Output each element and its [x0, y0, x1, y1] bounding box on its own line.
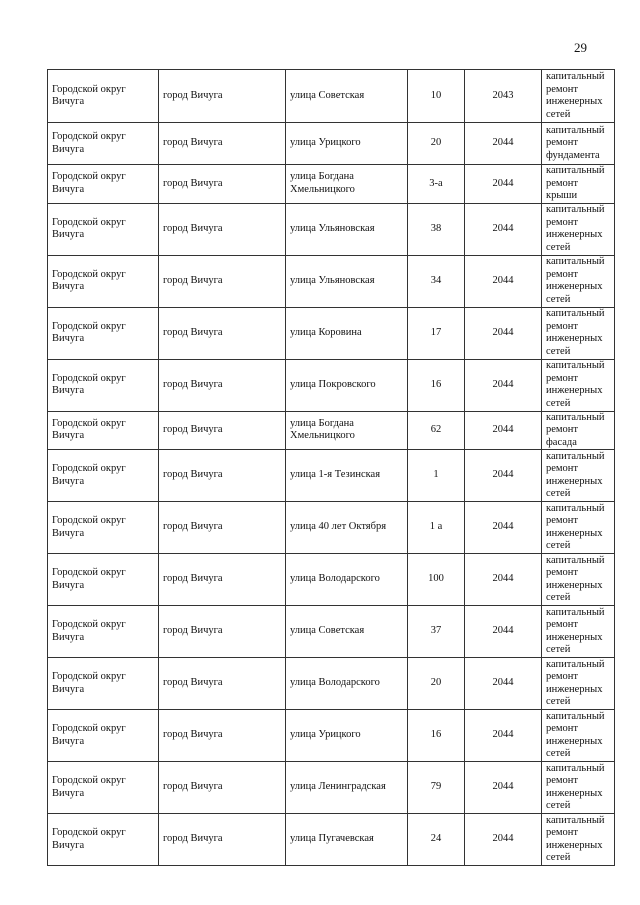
table-row	[48, 710, 615, 762]
table-row	[48, 658, 615, 710]
cell-city: город Вичуга	[159, 359, 286, 411]
cell-house-number: 38	[408, 203, 465, 255]
cell-year: 2044	[465, 307, 542, 359]
table-row	[48, 450, 615, 502]
cell-district: Городской округ Вичуга	[48, 814, 159, 866]
cell-house-number: 1	[408, 450, 465, 502]
cell-work-type: капитальный ремонт инженерных сетей	[542, 203, 615, 255]
cell-house-number: 16	[408, 359, 465, 411]
cell-work-type: капитальный ремонт инженерных сетей	[542, 359, 615, 411]
cell-year: 2044	[465, 502, 542, 554]
cell-street: улица Советская	[286, 606, 408, 658]
cell-year: 2044	[465, 411, 542, 450]
cell-house-number: 34	[408, 255, 465, 307]
cell-street: улица Ленинградская	[286, 762, 408, 814]
cell-year: 2044	[465, 710, 542, 762]
cell-district: Городской округ Вичуга	[48, 411, 159, 450]
cell-district: Городской округ Вичуга	[48, 554, 159, 606]
cell-city: город Вичуга	[159, 814, 286, 866]
table-row	[48, 411, 615, 450]
repair-schedule-table	[47, 69, 615, 866]
cell-city: город Вичуга	[159, 450, 286, 502]
cell-house-number: 20	[408, 658, 465, 710]
cell-district: Городской округ Вичуга	[48, 123, 159, 165]
cell-city: город Вичуга	[159, 307, 286, 359]
cell-street: улица 40 лет Октября	[286, 502, 408, 554]
cell-year: 2044	[465, 255, 542, 307]
cell-street: улица Ульяновская	[286, 255, 408, 307]
table-row	[48, 165, 615, 204]
cell-work-type: капитальный ремонт инженерных сетей	[542, 658, 615, 710]
cell-work-type: капитальный ремонт фундамента	[542, 123, 615, 165]
cell-city: город Вичуга	[159, 411, 286, 450]
cell-street: улица Покровского	[286, 359, 408, 411]
cell-city: город Вичуга	[159, 70, 286, 123]
cell-year: 2044	[465, 450, 542, 502]
cell-district: Городской округ Вичуга	[48, 710, 159, 762]
cell-district: Городской округ Вичуга	[48, 658, 159, 710]
cell-city: город Вичуга	[159, 658, 286, 710]
cell-year: 2044	[465, 165, 542, 204]
table-row	[48, 255, 615, 307]
cell-work-type: капитальный ремонт инженерных сетей	[542, 762, 615, 814]
cell-district: Городской округ Вичуга	[48, 762, 159, 814]
cell-district: Городской округ Вичуга	[48, 307, 159, 359]
cell-street: улица Пугачевская	[286, 814, 408, 866]
cell-house-number: 3-а	[408, 165, 465, 204]
cell-year: 2044	[465, 359, 542, 411]
cell-year: 2044	[465, 762, 542, 814]
cell-street: улица Урицкого	[286, 710, 408, 762]
table-row	[48, 307, 615, 359]
cell-district: Городской округ Вичуга	[48, 606, 159, 658]
cell-street: улица Урицкого	[286, 123, 408, 165]
cell-street: улица Советская	[286, 70, 408, 123]
cell-house-number: 10	[408, 70, 465, 123]
cell-city: город Вичуга	[159, 165, 286, 204]
cell-city: город Вичуга	[159, 606, 286, 658]
cell-work-type: капитальный ремонт инженерных сетей	[542, 70, 615, 123]
cell-house-number: 79	[408, 762, 465, 814]
cell-city: город Вичуга	[159, 123, 286, 165]
table-row	[48, 554, 615, 606]
cell-street: улица Богдана Хмельницкого	[286, 165, 408, 204]
cell-district: Городской округ Вичуга	[48, 70, 159, 123]
cell-house-number: 24	[408, 814, 465, 866]
cell-street: улица Коровина	[286, 307, 408, 359]
cell-work-type: капитальный ремонт инженерных сетей	[542, 307, 615, 359]
cell-street: улица 1-я Тезинская	[286, 450, 408, 502]
cell-city: город Вичуга	[159, 710, 286, 762]
table-row	[48, 203, 615, 255]
cell-work-type: капитальный ремонт инженерных сетей	[542, 502, 615, 554]
cell-street: улица Богдана Хмельницкого	[286, 411, 408, 450]
cell-district: Городской округ Вичуга	[48, 502, 159, 554]
table-row	[48, 70, 615, 123]
cell-city: город Вичуга	[159, 203, 286, 255]
cell-work-type: капитальный ремонт фасада	[542, 411, 615, 450]
page-number: 29	[574, 40, 587, 55]
cell-year: 2044	[465, 658, 542, 710]
cell-house-number: 62	[408, 411, 465, 450]
cell-district: Городской округ Вичуга	[48, 255, 159, 307]
cell-work-type: капитальный ремонт инженерных сетей	[542, 814, 615, 866]
cell-district: Городской округ Вичуга	[48, 203, 159, 255]
cell-year: 2044	[465, 554, 542, 606]
cell-work-type: капитальный ремонт инженерных сетей	[542, 606, 615, 658]
table-row	[48, 814, 615, 866]
cell-house-number: 100	[408, 554, 465, 606]
table-row	[48, 359, 615, 411]
cell-city: город Вичуга	[159, 502, 286, 554]
table-row	[48, 123, 615, 165]
cell-year: 2044	[465, 606, 542, 658]
cell-street: улица Володарского	[286, 658, 408, 710]
cell-district: Городской округ Вичуга	[48, 165, 159, 204]
cell-house-number: 20	[408, 123, 465, 165]
cell-house-number: 37	[408, 606, 465, 658]
cell-district: Городской округ Вичуга	[48, 359, 159, 411]
cell-year: 2044	[465, 203, 542, 255]
cell-year: 2044	[465, 814, 542, 866]
cell-work-type: капитальный ремонт крыши	[542, 165, 615, 204]
cell-city: город Вичуга	[159, 554, 286, 606]
cell-work-type: капитальный ремонт инженерных сетей	[542, 450, 615, 502]
cell-house-number: 16	[408, 710, 465, 762]
cell-city: город Вичуга	[159, 762, 286, 814]
table-row	[48, 762, 615, 814]
table-row	[48, 606, 615, 658]
cell-year: 2043	[465, 70, 542, 123]
cell-street: улица Ульяновская	[286, 203, 408, 255]
table-row	[48, 502, 615, 554]
cell-house-number: 17	[408, 307, 465, 359]
cell-work-type: капитальный ремонт инженерных сетей	[542, 710, 615, 762]
cell-year: 2044	[465, 123, 542, 165]
cell-city: город Вичуга	[159, 255, 286, 307]
cell-work-type: капитальный ремонт инженерных сетей	[542, 554, 615, 606]
cell-work-type: капитальный ремонт инженерных сетей	[542, 255, 615, 307]
cell-house-number: 1 а	[408, 502, 465, 554]
cell-street: улица Володарского	[286, 554, 408, 606]
cell-district: Городской округ Вичуга	[48, 450, 159, 502]
